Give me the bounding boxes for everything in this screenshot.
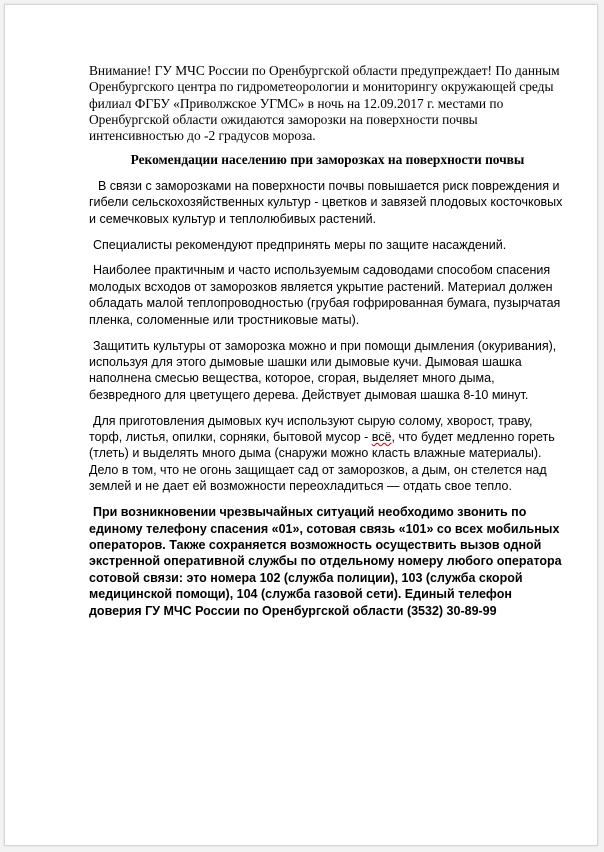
recommendations-heading: Рекомендации населению при заморозках на поверхности почвы	[130, 152, 525, 168]
spellcheck-underlined-word: всё	[371, 430, 392, 445]
smoke-paragraph: Защитить культуры от заморозка можно и при помощи дымления (окуривания), используя для этого дымовые шашки или дымовые кучи. Дымовая шашка наполнена смесью вещества, которое, сгорая, выделяет много дыма, безвредного для цветущего дерева. Действует дымовая шашка 8-10 минут.	[89, 338, 557, 402]
covering-paragraph: Наиболее практичным и часто используемым садоводами способом спасения молодых всходов от заморозков является укрытие растений. Материал должен обладать малой теплопроводностью (грубая гофрированная бумага, пузырчатая пленка, соломенные или тростниковые маты).	[89, 263, 561, 327]
smoke-piles-paragraph	[89, 413, 566, 495]
emergency-contacts-paragraph: При возникновении чрезвычайных ситуаций необходимо звонить по единому телефону спасения «01», сотовая связь «101» со всех мобильных операторов. Также сохраняется возможность осуществить вызов одной экстренной оперативной службы по отдельному номеру любого оператора сотовой связи: это номера 102 (служба полиции), 103 (служба скорой медицинской помощи), 104 (служба газовой сети). Единый телефон доверия ГУ МЧС России по Оренбургской области (3532) 30-89-99	[89, 505, 562, 618]
specialists-paragraph: Специалисты рекомендуют предпринять меры по защите насаждений.	[93, 237, 507, 252]
document-body	[89, 63, 566, 629]
document-page	[4, 4, 598, 846]
smoke-piles-text-end: , что будет медленно гореть (тлеть) и выделять много дыма (снаружи можно класть влажные материалы). Дело в том, что не огонь защищает сад от заморозков, а дым, он стелется над землей и не дает ей возможности переохладиться — отдать свое тепло.	[89, 430, 555, 494]
risk-paragraph: В связи с заморозками на поверхности почвы повышается риск повреждения и гибели сельскохозяйственных культур - цветков и завязей плодовых косточковых и семечковых культур и теплолюбивых растений.	[89, 178, 563, 226]
smoke-piles-text-start: Для приготовления дымовых куч используют сырую солому, хворост, траву, торф, листья, опилки, сорняки, бытовой мусор -	[89, 413, 533, 445]
warning-paragraph: Внимание! ГУ МЧС России по Оренбургской области предупреждает! По данным Оренбургского центра по гидрометеорологии и мониторингу окружающей среды филиал ФГБУ «Приволжское УГМС» в ночь на 12.09.2017 г. местами по Оренбургской области ожидаются заморозки на поверхности почвы интенсивностью до -2 градусов мороза.	[89, 63, 560, 144]
